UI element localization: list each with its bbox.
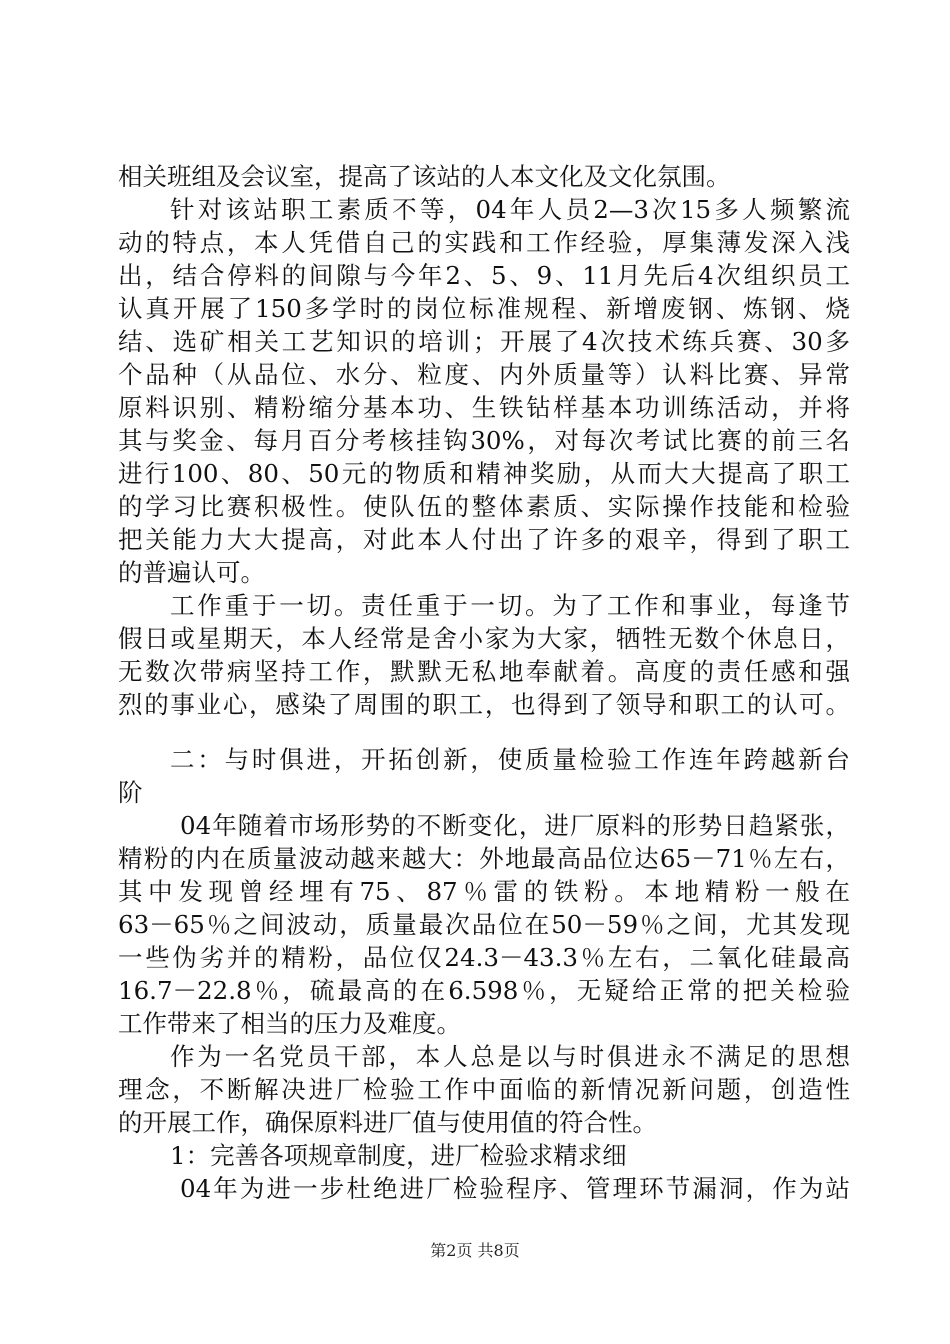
paragraph-line: 工作带来了相当的压力及难度。 (118, 1009, 461, 1038)
paragraph-line: 动的特点，本人凭借自己的实践和工作经验，厚集薄发深入浅 (118, 228, 850, 257)
paragraph-line: 理念，不断解决进厂检验工作中面临的新情况新问题，创造性 (118, 1075, 850, 1104)
section-heading: 二：与时俱进，开拓创新，使质量检验工作连年跨越新台 (170, 745, 850, 774)
paragraph-line: 04年为进一步杜绝进厂检验程序、管理环节漏洞，作为站 (180, 1174, 850, 1203)
paragraph-line: 结、选矿相关工艺知识的培训；开展了4次技术练兵赛、30多 (118, 327, 850, 356)
paragraph-line: 其中发现曾经埋有75、87％雷的铁粉。本地精粉一般在 (118, 877, 850, 906)
paragraph-line: 个品种（从品位、水分、粒度、内外质量等）认料比赛、异常 (118, 360, 850, 389)
paragraph-line: 作为一名党员干部，本人总是以与时俱进永不满足的思想 (170, 1042, 850, 1071)
paragraph-line: 04年随着市场形势的不断变化，进厂原料的形势日趋紧张， (180, 811, 850, 840)
paragraph-line: 无数次带病坚持工作，默默无私地奉献着。高度的责任感和强 (118, 657, 850, 686)
paragraph-line: 工作重于一切。责任重于一切。为了工作和事业，每逢节 (170, 591, 850, 620)
paragraph-line: 的普遍认可。 (118, 558, 265, 587)
paragraph-line: 假日或星期天，本人经常是舍小家为大家，牺牲无数个休息日， (118, 624, 850, 653)
paragraph-line: 把关能力大大提高，对此本人付出了许多的艰辛，得到了职工 (118, 525, 850, 554)
paragraph-line: 16.7－22.8％，硫最高的在6.598％，无疑给正常的把关检验 (118, 976, 850, 1005)
subsection-heading: 1：完善各项规章制度，进厂检验求精求细 (170, 1141, 627, 1170)
page-footer: 第2页 共8页 (430, 1241, 520, 1260)
paragraph-line: 的开展工作，确保原料进厂值与使用值的符合性。 (118, 1108, 657, 1137)
paragraph-line: 原料识别、精粉缩分基本功、生铁钻样基本功训练活动，并将 (118, 393, 850, 422)
paragraph-line: 烈的事业心，感染了周围的职工，也得到了领导和职工的认可。 (118, 690, 850, 719)
paragraph-line: 进行100、80、50元的物质和精神奖励，从而大大提高了职工 (118, 459, 850, 488)
paragraph-line: 精粉的内在质量波动越来越大：外地最高品位达65－71％左右， (118, 844, 850, 873)
paragraph-line: 相关班组及会议室，提高了该站的人本文化及文化氛围。 (118, 162, 731, 191)
paragraph-line: 针对该站职工素质不等，04年人员2—3次15多人频繁流 (170, 195, 850, 224)
paragraph-line: 一些伪劣并的精粉，品位仅24.3－43.3％左右，二氧化硅最高 (118, 943, 850, 972)
section-heading: 阶 (118, 778, 143, 807)
paragraph-line: 出，结合停料的间隙与今年2、5、9、11月先后4次组织员工 (118, 261, 850, 290)
paragraph-line: 的学习比赛积极性。使队伍的整体素质、实际操作技能和检验 (118, 492, 850, 521)
paragraph-line: 认真开展了150多学时的岗位标准规程、新增废钢、炼钢、烧 (118, 294, 850, 323)
paragraph-line: 63－65％之间波动，质量最次品位在50－59％之间，尤其发现 (118, 910, 850, 939)
paragraph-line: 其与奖金、每月百分考核挂钩30%，对每次考试比赛的前三名 (118, 426, 850, 455)
